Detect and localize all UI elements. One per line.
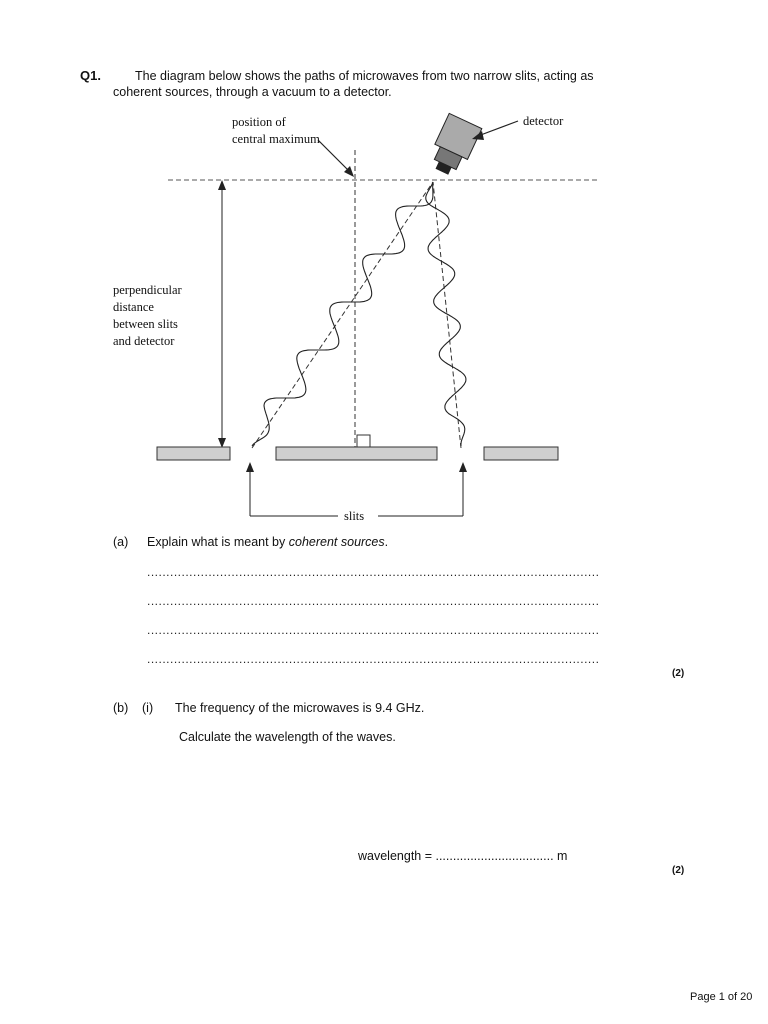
wavelength-input[interactable]: ..................................: [435, 849, 554, 863]
part-b-statement: The frequency of the microwaves is 9.4 GHz.: [175, 701, 425, 715]
label-perpendicular: perpendicular: [113, 283, 182, 297]
wavelength-answer: [358, 849, 567, 863]
page-number: Page 1 of 20: [690, 991, 753, 1003]
barrier-middle: [276, 447, 437, 460]
label-and-detector: and detector: [113, 334, 175, 348]
right-angle-marker: [357, 435, 370, 447]
label-slits: slits: [344, 509, 365, 523]
label-between-slits: between slits: [113, 317, 178, 331]
wavelength-prefix: wavelength =: [358, 849, 436, 863]
barrier-right: [484, 447, 558, 460]
part-b-instruction: Calculate the wavelength of the waves.: [179, 730, 396, 744]
microwave-diagram: [113, 108, 610, 528]
question-number: Q1.: [80, 68, 101, 83]
part-a-prompt-italic: coherent sources: [288, 535, 385, 549]
wave-right: [426, 182, 466, 446]
question-intro-line2: coherent sources, through a vacuum to a detector.: [113, 85, 392, 99]
answer-line-3[interactable]: ......................................................................................................................: [147, 623, 600, 637]
wavelength-unit: m: [553, 849, 568, 863]
part-b-label: (b): [113, 701, 129, 715]
answer-line-2[interactable]: ......................................................................................................................: [147, 594, 600, 608]
label-position-of: position of: [232, 115, 286, 129]
part-a-marks: (2): [672, 668, 685, 679]
part-a-prompt-text: Explain what is meant by: [147, 535, 289, 549]
part-b-sub-label: (i): [142, 701, 154, 715]
part-a-prompt: [147, 535, 388, 549]
ray-right-path: [433, 182, 461, 448]
label-detector: detector: [523, 114, 564, 128]
detector-icon: [426, 113, 482, 179]
part-a-label: (a): [113, 535, 129, 549]
part-b-marks: (2): [672, 865, 685, 876]
label-distance: distance: [113, 300, 154, 314]
barrier-left: [157, 447, 230, 460]
ray-left-path: [252, 182, 433, 448]
label-central-maximum: central maximum: [232, 132, 320, 146]
part-a-prompt-end: .: [384, 535, 389, 549]
answer-line-4[interactable]: ......................................................................................................................: [147, 652, 600, 666]
question-intro-line1: The diagram below shows the paths of microwaves from two narrow slits, acting as: [135, 69, 594, 83]
answer-line-1[interactable]: ......................................................................................................................: [147, 565, 600, 579]
